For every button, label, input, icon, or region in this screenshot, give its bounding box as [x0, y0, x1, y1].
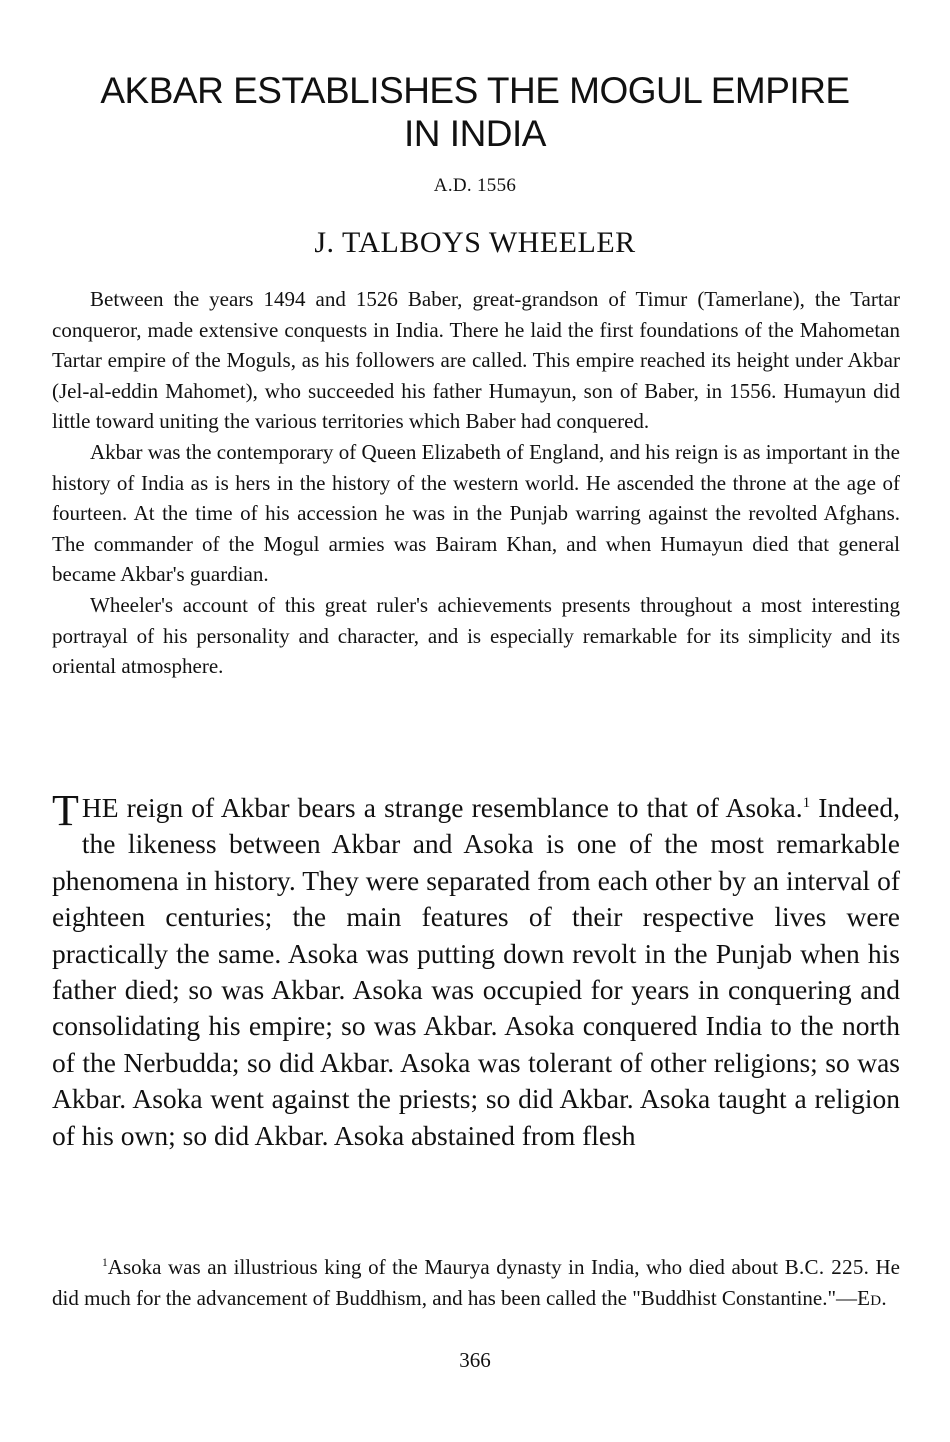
main-paragraph [52, 786, 900, 1154]
drop-cap: T [52, 786, 79, 835]
editor-signature: Ed. [857, 1285, 887, 1310]
footnote [52, 1252, 900, 1313]
intro-paragraph-2: Akbar was the contemporary of Queen Elizabeth of England, and his reign is as important in the history of India as is hers in the history of the western world. He ascended the throne at the age of fourteen. At the time of his accession he was in the Punjab warring against the revolted Afghans. The commander of the Mogul armies was Bairam Khan, and when Humayun died that general became Akbar's guardian. [52, 439, 900, 587]
editorial-introduction [52, 284, 900, 682]
footnote-date: B.C. 225 [784, 1255, 864, 1279]
chapter-title-line-1: AKBAR ESTABLISHES THE MOGUL EMPIRE [100, 70, 850, 111]
main-paragraph-text: Indeed, the likeness between Akbar and Asoka is one of the most remarkable phenomena in history. They were separated from each other by an interval of eighteen centuries; the main features of their respective lives were practically the same. Asoka was putting down revolt in the Punjab when his father died; so was Akbar. Asoka was occupied for years in conquering and consolidating his empire; so was Akbar. Asoka conquered India to the north of the Nerbudda; so did Akbar. Asoka was tolerant of other religions; so was Akbar. Asoka went against the priests; so did Akbar. Asoka taught a religion of his own; so did Akbar. Asoka abstained from flesh [52, 792, 900, 1151]
author-name: J. TALBOYS WHEELER [314, 226, 636, 259]
chapter-title-line-2: IN INDIA [404, 113, 546, 154]
intro-paragraph-3: Wheeler's account of this great ruler's achievements presents throughout a most interesting portrayal of his personality and character, and is especially remarkable for its simplicity and its oriental atmosphere. [52, 592, 900, 679]
page-number: 366 [459, 1348, 491, 1372]
main-text [52, 786, 900, 1154]
footnote-text [52, 1252, 900, 1313]
footnote-text-a: Asoka was an illustrious king of the Maurya dynasty in India, who died about [107, 1255, 785, 1279]
footnote-text-b: . He did much for the advancement of Buddhism, and has been called the "Buddhist Constantine."— [52, 1255, 900, 1310]
opening-sentence: HE reign of Akbar bears a strange resemblance to that of Asoka. [81, 792, 803, 823]
intro-paragraph-1: Between the years 1494 and 1526 Baber, great-grandson of Timur (Tamerlane), the Tartar conqueror, made extensive conquests in India. There he laid the first foundations of the Mahometan Tartar empire of the Moguls, as his followers are called. This empire reached its height under Akbar (Jel-al-eddin Mahomet), who succeeded his father Humayun, son of Baber, in 1556. Humayun did little toward uniting the various territories which Baber had conquered. [52, 287, 900, 434]
footnote-marker: 1 [102, 1257, 108, 1269]
chapter-date: A.D. 1556 [433, 175, 517, 196]
footnote-reference: 1 [802, 794, 811, 811]
